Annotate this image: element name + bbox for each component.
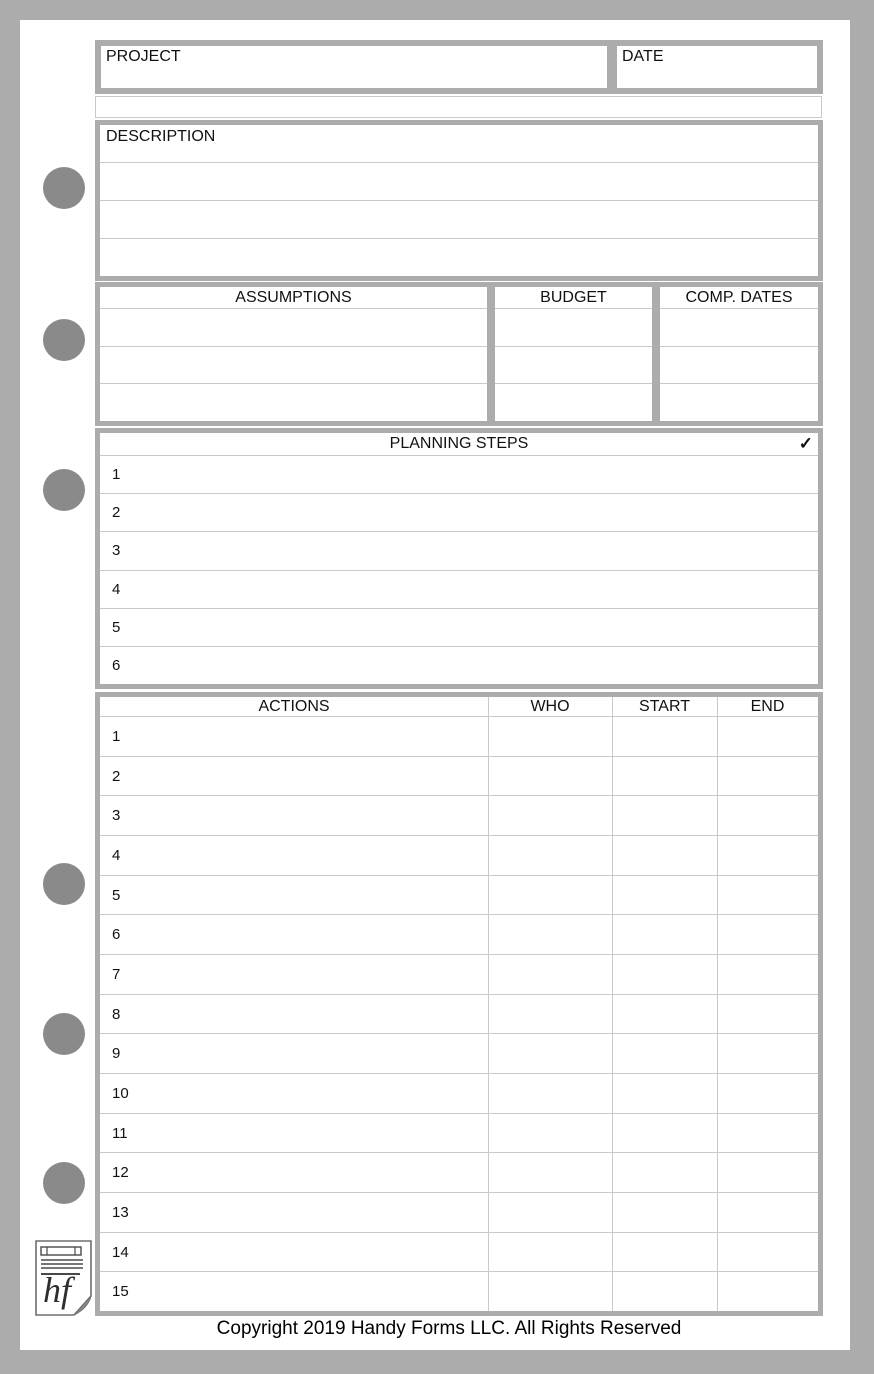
description-row bbox=[100, 238, 818, 276]
planning-step-row bbox=[100, 646, 818, 684]
column-divider bbox=[717, 697, 718, 1311]
planning-steps-section bbox=[95, 428, 823, 689]
description-label: DESCRIPTION bbox=[106, 128, 216, 145]
row-number: 7 bbox=[112, 965, 121, 983]
row-number: 6 bbox=[112, 926, 121, 944]
assumptions-cell bbox=[100, 383, 487, 421]
action-row bbox=[100, 1271, 818, 1311]
binder-hole bbox=[43, 319, 85, 361]
copyright-text: Copyright 2019 Handy Forms LLC. All Rights Reserved bbox=[216, 1318, 682, 1339]
blank-row bbox=[95, 96, 822, 118]
row-number: 4 bbox=[112, 580, 121, 598]
actions-header-row bbox=[100, 697, 818, 717]
action-row bbox=[100, 717, 818, 756]
project-field bbox=[101, 46, 607, 88]
description-row bbox=[100, 200, 818, 238]
row-number: 1 bbox=[112, 727, 121, 745]
row-number: 3 bbox=[112, 542, 121, 560]
action-row bbox=[100, 1073, 818, 1113]
binder-hole bbox=[43, 469, 85, 511]
action-row bbox=[100, 795, 818, 835]
action-row bbox=[100, 1033, 818, 1073]
row-number: 4 bbox=[112, 846, 121, 864]
column-divider bbox=[488, 697, 489, 1311]
action-row bbox=[100, 1192, 818, 1232]
row-number: 6 bbox=[112, 656, 121, 674]
action-row bbox=[100, 1113, 818, 1153]
logo-monogram: hf bbox=[43, 1270, 72, 1310]
budget-header: BUDGET bbox=[495, 287, 652, 309]
column-divider bbox=[612, 697, 613, 1311]
project-label: PROJECT bbox=[106, 48, 181, 65]
description-row bbox=[100, 162, 818, 200]
actions-header: ACTIONS bbox=[258, 697, 330, 715]
row-number: 3 bbox=[112, 807, 121, 825]
budget-cell bbox=[495, 383, 652, 421]
binder-hole bbox=[43, 863, 85, 905]
planning-step-row bbox=[100, 456, 818, 493]
planner-page bbox=[20, 20, 850, 1350]
planning-step-row bbox=[100, 608, 818, 646]
assumptions-header: ASSUMPTIONS bbox=[100, 287, 487, 309]
start-header: START bbox=[639, 697, 690, 715]
action-row bbox=[100, 835, 818, 875]
action-row bbox=[100, 1152, 818, 1192]
comp-dates-header: COMP. DATES bbox=[660, 287, 818, 309]
planning-step-row bbox=[100, 531, 818, 569]
binder-hole bbox=[43, 1013, 85, 1055]
comp-dates-cell bbox=[660, 309, 818, 346]
action-row bbox=[100, 954, 818, 994]
planning-step-row bbox=[100, 493, 818, 531]
assumptions-section bbox=[95, 282, 823, 426]
budget-cell bbox=[495, 309, 652, 346]
planning-step-row bbox=[100, 570, 818, 608]
comp-dates-column bbox=[660, 287, 818, 421]
row-number: 1 bbox=[112, 466, 121, 484]
actions-section bbox=[95, 692, 823, 1316]
handy-forms-logo bbox=[30, 1238, 96, 1318]
row-number: 10 bbox=[112, 1084, 129, 1102]
description-section bbox=[95, 120, 823, 281]
description-row bbox=[100, 125, 818, 162]
row-number: 13 bbox=[112, 1203, 129, 1221]
row-number: 8 bbox=[112, 1005, 121, 1023]
end-header: END bbox=[750, 697, 785, 715]
budget-column bbox=[495, 287, 652, 421]
planning-steps-title: PLANNING STEPS bbox=[389, 435, 529, 452]
assumptions-cell bbox=[100, 346, 487, 384]
row-number: 9 bbox=[112, 1045, 121, 1063]
action-row bbox=[100, 1232, 818, 1272]
row-number: 2 bbox=[112, 504, 121, 522]
row-number: 15 bbox=[112, 1283, 129, 1301]
comp-dates-cell bbox=[660, 346, 818, 384]
action-row bbox=[100, 756, 818, 796]
who-header: WHO bbox=[530, 697, 570, 715]
row-number: 11 bbox=[112, 1124, 128, 1142]
assumptions-column bbox=[100, 287, 487, 421]
binder-hole bbox=[43, 1162, 85, 1204]
assumptions-cell bbox=[100, 309, 487, 346]
row-number: 14 bbox=[112, 1243, 129, 1261]
project-date-section bbox=[95, 40, 823, 94]
date-field bbox=[617, 46, 817, 88]
binder-hole bbox=[43, 167, 85, 209]
row-number: 12 bbox=[112, 1164, 129, 1182]
date-label: DATE bbox=[622, 48, 664, 65]
planning-steps-header bbox=[100, 433, 818, 456]
row-number: 2 bbox=[112, 767, 121, 785]
action-row bbox=[100, 875, 818, 915]
comp-dates-cell bbox=[660, 383, 818, 421]
budget-cell bbox=[495, 346, 652, 384]
row-number: 5 bbox=[112, 886, 121, 904]
check-icon: ✓ bbox=[798, 434, 813, 453]
action-row bbox=[100, 994, 818, 1034]
row-number: 5 bbox=[112, 618, 121, 636]
action-row bbox=[100, 914, 818, 954]
